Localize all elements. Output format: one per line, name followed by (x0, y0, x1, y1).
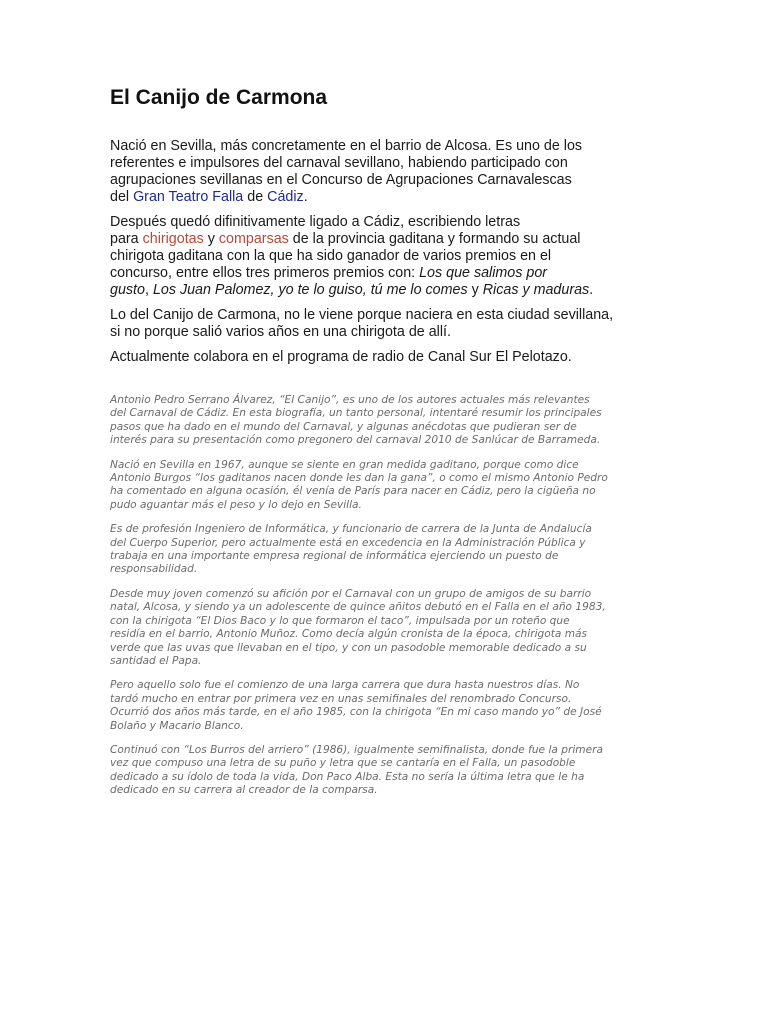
biography-section (110, 394, 655, 798)
text-line: verde que las uvas que llevaban en el tipo, y con un pasodoble memorable dedicado a su (110, 641, 587, 654)
text-line: referentes e impulsores del carnaval sevillano, habiendo participado con (110, 155, 568, 171)
text-line: Es de profesión Ingeniero de Informática, y funcionario de carrera de la Junta de Andalucía (110, 523, 592, 536)
text-line: si no porque salió varios años en una chirigota de allí. (110, 324, 451, 340)
bio-paragraph (110, 523, 655, 577)
text-line: Pero aquello solo fue el comienzo de una larga carrera que dura hasta nuestros días. No (110, 679, 580, 692)
text-fragment: y (203, 231, 219, 247)
document-content (110, 86, 655, 809)
bio-paragraph (110, 744, 655, 798)
text-line: Bolaño y Macario Blanco. (110, 719, 244, 732)
text-line: pasos que ha dado en el mundo del Carnaval, y algunas anécdotas que pudieran ser de (110, 420, 577, 433)
text-line: residía en el barrio, Antonio Muñoz. Como decía algún cronista de la época, chirigota más (110, 628, 588, 641)
text-line: con la chirigota “El Dios Baco y lo que formaron el taco”, impulsada por un roteño que (110, 614, 570, 627)
text-line: Después quedó difinitivamente ligado a Cádiz, escribiendo letras (110, 214, 521, 230)
text-fragment: . (589, 282, 594, 298)
text-line: Nació en Sevilla, más concretamente en el barrio de Alcosa. Es uno de los (110, 138, 583, 154)
text-line (110, 265, 655, 282)
text-fragment: de la provincia gaditana y formando su actual (288, 231, 581, 247)
work-title: Los Juan Palomez, yo te lo guiso, tú me lo comes (152, 282, 468, 298)
text-fragment: de (243, 189, 268, 205)
text-line: ha comentado en alguna ocasión, él venía de París para nacer en Cádiz, pero la cigüeña no (110, 485, 596, 498)
text-line: dedicado en su carrera al creador de la comparsa. (110, 784, 378, 797)
text-line: pudo aguantar más el peso y lo dejo en Sevilla. (110, 498, 362, 511)
text-line: santidad el Papa. (110, 654, 202, 667)
text-line: Antonio Pedro Serrano Álvarez, “El Canijo”, es uno de los autores actuales más relevantes (110, 394, 590, 406)
text-line: interés para su presentación como pregonero del carnaval 2010 de Sanlúcar de Barrameda. (110, 434, 601, 447)
text-line: Continuó con “Los Burros del arriero” (1986), igualmente semifinalista, donde fue la primera (110, 743, 603, 756)
page-title: El Canijo de Carmona (110, 86, 328, 109)
text-line: Desde muy joven comenzó su afición por el Carnaval con un grupo de amigos de su barrio (110, 587, 592, 600)
text-line: Nació en Sevilla en 1967, aunque se siente en gran medida gaditano, porque como dice (110, 458, 579, 471)
text-line: natal, Alcosa, y siendo ya un adolescente de quince añitos debutó en el Falla en el año 1983, (110, 601, 606, 614)
text-line: Actualmente colabora en el programa de radio de Canal Sur El Pelotazo. (110, 349, 572, 365)
text-line: tardó mucho en entrar por primera vez en unas semifinales del renombrado Concurso. (110, 692, 572, 705)
work-title: Los que salimos por (419, 265, 548, 281)
bio-paragraph (110, 588, 655, 668)
text-fragment: , (144, 282, 153, 298)
text-line: vez que compuso una letra de su puño y letra que se cantaría en el Falla, un pasodoble (110, 757, 576, 770)
text-line: del Cuerpo Superior, pero actualmente está en excedencia en la Administración Pública y (110, 536, 586, 549)
work-title: gusto (110, 282, 145, 298)
paragraph-career (110, 214, 655, 299)
bio-paragraph (110, 459, 655, 513)
text-line (110, 231, 655, 248)
intro-section (110, 138, 655, 366)
work-title: Ricas y maduras (482, 282, 590, 298)
text-line (110, 189, 655, 206)
text-line: del Carnaval de Cádiz. En esta biografía, un tanto personal, intentaré resumir los principales (110, 407, 602, 420)
bio-paragraph (110, 679, 655, 733)
text-line: Lo del Canijo de Carmona, no le viene porque naciera en esta ciudad sevillana, (110, 307, 614, 323)
paragraph-radio (110, 349, 655, 366)
paragraph-birth (110, 138, 655, 206)
text-line: agrupaciones sevillanas en el Concurso de Agrupaciones Carnavalescas (110, 172, 572, 188)
text-line: Antonio Burgos “los gaditanos nacen donde les dan la gana”, o como el mismo Antonio Pedro (110, 472, 608, 485)
text-line: chirigota gaditana con la que ha sido ganador de varios premios en el (110, 248, 552, 264)
link-cadiz[interactable]: Cádiz (267, 189, 304, 205)
text-fragment: y (467, 282, 483, 298)
text-fragment: . (303, 189, 308, 205)
link-chirigotas[interactable]: chirigotas (142, 231, 204, 247)
text-fragment: concurso, entre ellos tres primeros premios con: (110, 265, 420, 281)
text-line (110, 282, 655, 299)
text-line: dedicado a su ídolo de toda la vida, Don Paco Alba. Esta no sería la última letra que le ha (110, 770, 585, 783)
text-line: responsabilidad. (110, 563, 198, 576)
link-comparsas[interactable]: comparsas (218, 231, 289, 247)
bio-paragraph (110, 394, 655, 448)
paragraph-nickname (110, 307, 655, 341)
link-gran-teatro-falla[interactable]: Gran Teatro Falla (133, 189, 244, 205)
text-fragment: del (110, 189, 134, 205)
text-line: trabaja en una importante empresa regional de informática ejerciendo un puesto de (110, 550, 559, 563)
text-line: Ocurrió dos años más tarde, en el año 1985, con la chirigota “En mi caso mando yo” de José (110, 706, 602, 719)
text-fragment: para (110, 231, 143, 247)
